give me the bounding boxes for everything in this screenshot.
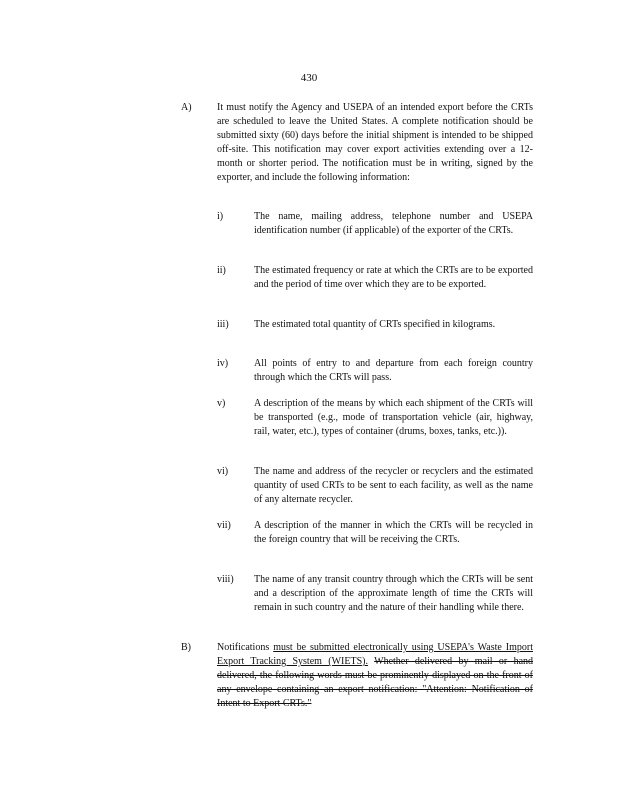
list-item-text: A description of the means by which each shipment of the CRTs will be transported (e.g., mode of transportation vehicle (air, highway, rail, water, etc.), types of container (drums, boxes, tanks, etc.)). — [254, 398, 533, 437]
list-item-text: The estimated total quantity of CRTs specified in kilograms. — [254, 319, 496, 330]
list-item-label: iii) — [217, 319, 229, 330]
deleted-text: Whether delivered by mail or hand delivered, the following words must be prominently displayed on the front of any envelope containing an export notification: "Attention: Notification of Intent to Export CRTs." — [217, 656, 534, 709]
section-a-text: It must notify the Agency and USEPA of an intended export before the CRTs are scheduled to leave the United States. A complete notification should be submitted sixty (60) days before the initial shipment is intended to be shipped off-site. This notification may cover export activities extending over a 12-month or shorter period. The notification must be in writing, signed by the exporter, and include the following information: — [217, 102, 533, 183]
page-number: 430 — [300, 72, 318, 84]
list-item-label: i) — [217, 211, 224, 222]
list-item-label: v) — [217, 398, 226, 409]
list-item-text: The name, mailing address, telephone number and USEPA identification number (if applicable) of the exporter of the CRTs. — [254, 211, 533, 236]
section-b-text — [217, 641, 533, 711]
list-item-label: vii) — [217, 520, 231, 531]
list-item-text: All points of entry to and departure from each foreign country through which the CRTs will pass. — [254, 358, 533, 383]
inserted-text: must be submitted electronically using USEPA's Waste Import Export Tracking System (WIETS). — [217, 642, 533, 667]
list-item-label: ii) — [217, 265, 226, 276]
list-item-text: A description of the manner in which the CRTs will be recycled in the foreign country that will be receiving the CRTs. — [254, 520, 533, 545]
list-item-text: The name and address of the recycler or recyclers and the estimated quantity of used CRTs to be sent to each facility, as well as the name of any alternate recycler. — [254, 466, 533, 505]
list-item-text: The estimated frequency or rate at which the CRTs are to be exported and the period of time over which they are to be exported. — [254, 265, 533, 290]
list-item-label: vi) — [217, 466, 229, 477]
section-b-plain-text: Notifications — [217, 642, 274, 653]
list-item-text: The name of any transit country through which the CRTs will be sent and a description of the approximate length of time the CRTs will remain in such country and the nature of their handling while there. — [254, 574, 533, 613]
list-item-label: iv) — [217, 358, 229, 369]
list-item-label: viii) — [217, 574, 234, 585]
section-b-label: B) — [181, 642, 191, 653]
section-a-label: A) — [181, 102, 192, 113]
